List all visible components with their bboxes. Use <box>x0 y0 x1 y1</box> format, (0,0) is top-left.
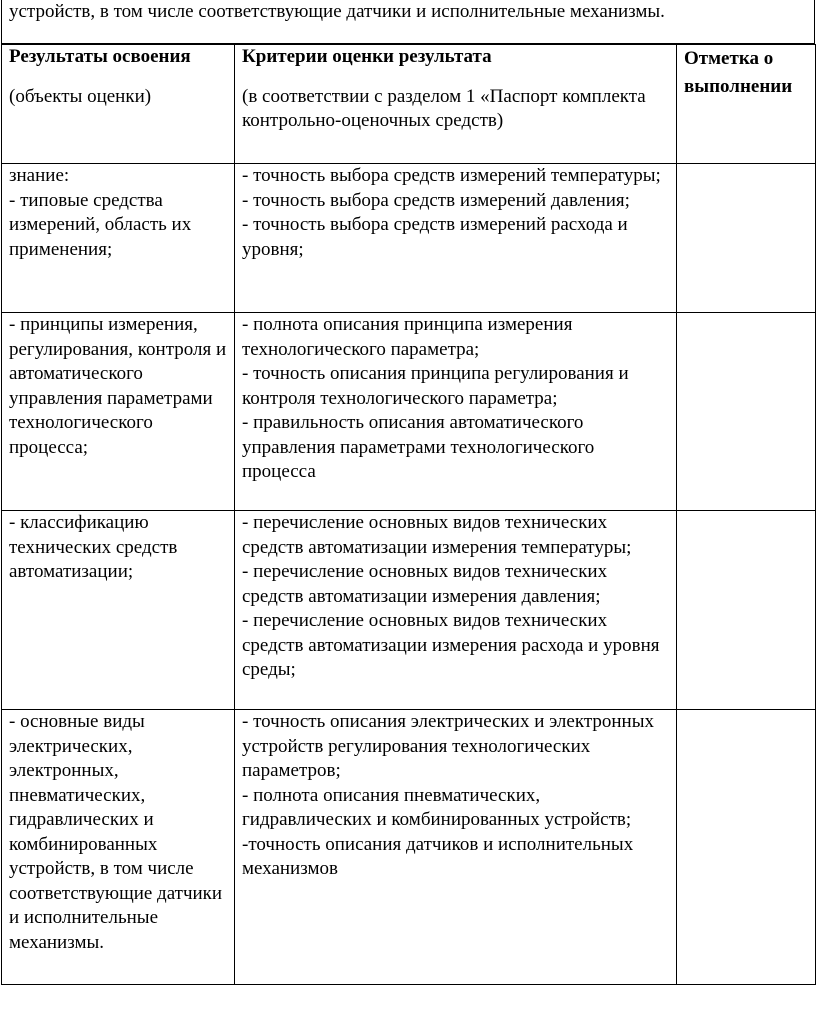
header-results <box>2 45 235 164</box>
cell-line: - точность выбора средств измерений давления; <box>242 189 630 211</box>
cell-line: знание: <box>9 165 70 186</box>
table-row <box>2 710 816 985</box>
criteria-cell <box>235 313 677 511</box>
mark-cell[interactable] <box>677 313 816 511</box>
cell-line: - принципы измерения, регулирования, контроля и автоматического управления параметрами технологического процесса; <box>9 314 227 458</box>
criteria-cell <box>235 710 677 985</box>
cell-line: -точность описания датчиков и исполнительных механизмов <box>242 833 634 879</box>
table-row <box>2 313 816 511</box>
result-cell <box>2 313 235 511</box>
result-cell <box>2 164 235 313</box>
header-results-subtitle: (объекты оценки) <box>9 85 152 107</box>
header-results-title: Результаты освоения <box>9 46 191 67</box>
header-criteria-title: Критерии оценки результата <box>242 46 492 67</box>
header-mark <box>677 45 816 164</box>
continuation-text: устройств, в том числе соответствующие датчики и исполнительные механизмы. <box>9 1 665 22</box>
continuation-cell <box>1 0 815 44</box>
cell-line: - перечисление основных видов технических средств автоматизации измерения температуры; <box>242 512 632 558</box>
mark-cell[interactable] <box>677 710 816 985</box>
cell-line: - точность описания электрических и электронных устройств регулирования технологических параметров; <box>242 711 654 781</box>
cell-line: - классификацию технических средств автоматизации; <box>9 512 178 582</box>
result-cell <box>2 710 235 985</box>
cell-line: - полнота описания пневматических, гидравлических и комбинированных устройств; <box>242 784 632 830</box>
result-cell <box>2 511 235 710</box>
mark-cell[interactable] <box>677 511 816 710</box>
cell-line: - перечисление основных видов технических средств автоматизации измерения давления; <box>242 561 608 607</box>
cell-line: - полнота описания принципа измерения технологического параметра; <box>242 314 573 360</box>
criteria-cell <box>235 511 677 710</box>
header-criteria-subtitle: (в соответствии с разделом 1 «Паспорт комплекта контрольно-оценочных средств) <box>242 85 646 131</box>
table-row <box>2 511 816 710</box>
header-mark-title: Отметка о выполнении <box>684 48 793 97</box>
table-header-row <box>2 45 816 164</box>
assessment-table <box>1 44 816 985</box>
cell-line: - типовые средства измерений, область их применения; <box>9 189 192 260</box>
cell-line: - точность выбора средств измерений расхода и уровня; <box>242 214 628 260</box>
cell-line: - точность описания принципа регулирования и контроля технологического параметра; <box>242 363 629 409</box>
header-criteria <box>235 45 677 164</box>
mark-cell[interactable] <box>677 164 816 313</box>
table-row <box>2 164 816 313</box>
cell-line: - правильность описания автоматического управления параметрами технологического процесса <box>242 412 595 482</box>
cell-line: - перечисление основных видов технических средств автоматизации измерения расхода и уровня среды; <box>242 610 660 680</box>
cell-line: - точность выбора средств измерений температуры; <box>242 165 661 186</box>
cell-line: - основные виды электрических, электронных, пневматических, гидравлических и комбинированных устройств, в том числе соответствующие датчики и исполнительные механизмы. <box>9 711 223 953</box>
criteria-cell <box>235 164 677 313</box>
